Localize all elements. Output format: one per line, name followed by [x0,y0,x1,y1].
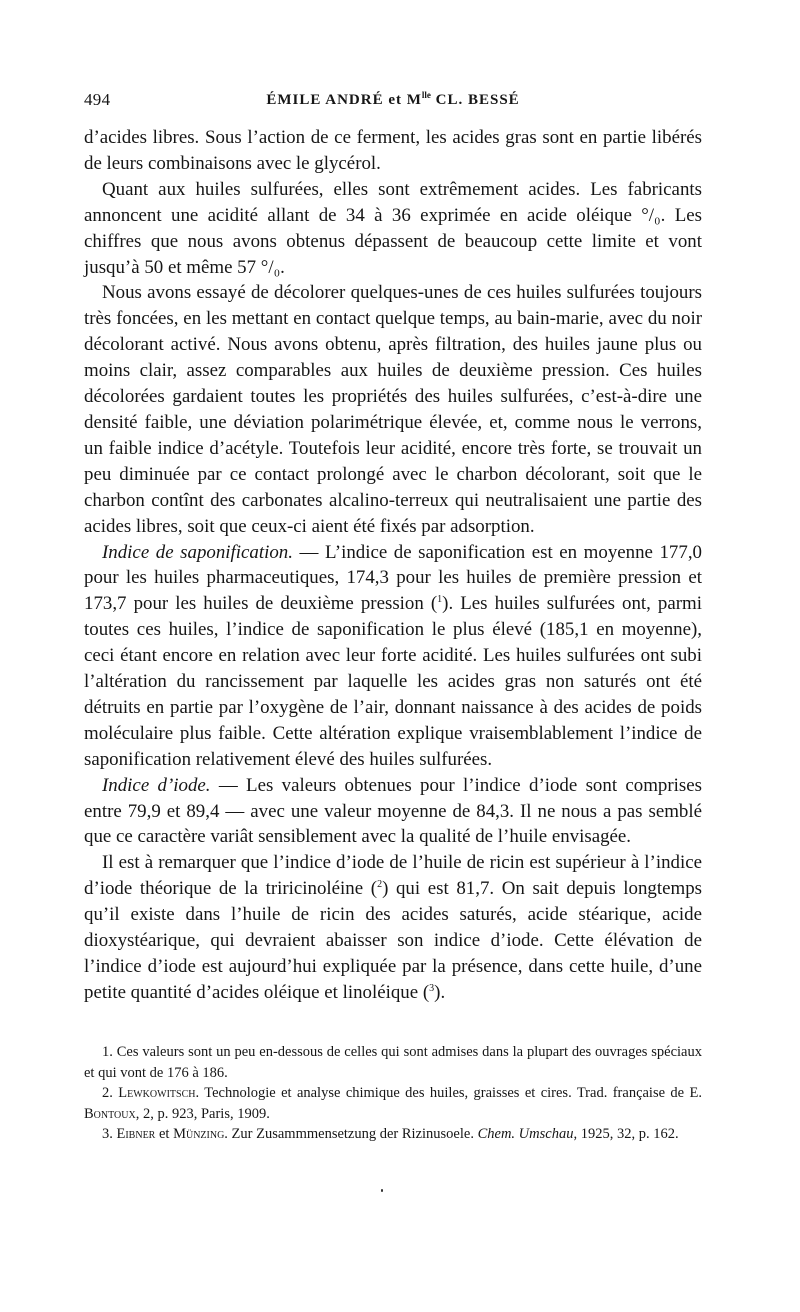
section-heading-saponification: Indice de saponification. [102,541,293,563]
paragraph-2: Quant aux huiles sulfurées, elles sont extrêmement acides. Les fabricants annoncent une acidité allant de 34 à 36 exprimée en acide oléique °/₀. Les chiffres que nous avons obtenus dépassent de beaucoup cette limite et vont jusqu’à 50 et même 57 °/₀. [84,178,702,278]
paragraph-6-text-a: Il est à remarquer que l’indice d’iode de l’huile de ricin est supérieur à l’indice d’iode théorique de la triricinoléine ( [84,852,702,900]
paragraph-6 [84,850,702,1005]
running-head-authors-a: ÉMILE ANDRÉ et M [266,92,422,108]
paragraph-6-text-b: ) qui est 81,7. On sait depuis longtemps qu’il existe dans l’huile de ricin des acides saturés, acide stéarique, acide dioxystéarique, qui devraient abaisser son indice d’iode. Cette élévation de l’indice d’iode est aujourd’hui expliquée par la présence, dans cette huile, d’une petite quantité d’acides oléique et linoléique ( [84,878,703,1003]
footnote-3-text: . Zur Zusammmensetzung der Rizinusoele. [224,1126,478,1142]
footnote-2 [84,1083,702,1124]
page-header [84,90,702,114]
footnote-2-number: 2. [102,1085,119,1101]
footnotes [84,1042,702,1145]
paragraph-saponification-text-a: — L’indice de saponification est en moyenne 177,0 pour les huiles pharmaceutiques, 174,3 pour les huiles de première pression et 173,7 pour les huiles de deuxième pression ( [84,541,702,615]
footnote-3-and: et [155,1126,174,1142]
section-heading-iode: Indice d’iode. [102,774,211,796]
print-speck [381,1189,383,1192]
footnote-2-text: . Technologie et analyse chimique des huiles, graisses et cires. Trad. française de E. [195,1085,702,1101]
footnote-ref-2: 2 [377,879,383,891]
footnote-2-author: Lewkowitsch [118,1085,196,1101]
paragraph-3: Nous avons essayé de décolorer quelques-unes de ces huiles sulfurées toujours très foncées, en les mettant en contact quelque temps, au bain-marie, avec du noir décolorant activé. Nous avons obtenu, après filtration, des huiles jaune plus ou moins clair, assez comparables aux huiles de deuxième pression. Ces huiles décolorées gardaient toutes les propriétés des huiles sulfurées, c’est-à-dire une densité faible, une déviation polarimétrique élevée, et, comme nous le verrons, un faible indice d’acétyle. Toutefois leur acidité, encore très forte, se trouvait un peu diminuée par ce contact prolongé avec le charbon décolorant, soit que le charbon contînt des carbonates alcalino-terreux qui neutralisaient une partie des acides libres, soit que ceux-ci aient été fixés par adsorption. [84,282,702,537]
footnote-3 [84,1124,702,1145]
running-head-authors-b: CL. BESSÉ [430,92,520,108]
footnote-2-text-end: , 2, p. 923, Paris, 1909. [135,1105,270,1122]
paragraph-saponification [84,540,702,773]
body-text [84,125,702,1006]
footnote-ref-1: 1 [437,594,443,606]
paragraph-saponification-text-b: ). Les huiles sulfurées ont, parmi toutes ces huiles, l’indice de saponification le plus élevé (185,1 en moyenne), ceci étant encore en relation avec leur forte acidité. Les huiles sulfurées ont subi l’altération du rancissement par laquelle les acides gras non saturés ont été détruits en partie par l’oxygène de l’air, donnant naissance à des acides de poids moléculaire plus faible. Cette altération explique vraisemblablement l’indice de saponification relativement élevé des huiles sulfurées. [84,593,702,770]
footnote-ref-3: 3 [429,982,435,994]
footnote-3-author2: Münzing [173,1126,225,1142]
running-head [84,90,702,109]
footnote-2-translator: Bontoux [84,1105,136,1122]
footnote-3-journal: Chem. Umschau [477,1126,574,1142]
footnote-3-author: Eibner [116,1126,156,1142]
running-head-sup: lle [421,90,431,100]
footnote-3-text-end: , 1925, 32, p. 162. [573,1126,679,1142]
paragraph-iode-text: — Les valeurs obtenues pour l’indice d’iode sont comprises entre 79,9 et 89,4 — avec une valeur moyenne de 84,3. Il ne nous a pas semblé que ce caractère variât sensiblement avec la qualité de l’huile envisagée. [84,774,702,848]
footnote-3-number: 3. [102,1126,117,1142]
footnote-1: 1. Ces valeurs sont un peu en-dessous de celles qui sont admises dans la plupart des ouvrages spéciaux et qui vont de 176 à 186. [84,1044,702,1081]
paragraph-iode [84,773,702,851]
paragraph-6-text-c: ). [434,981,446,1003]
paragraph-1: d’acides libres. Sous l’action de ce ferment, les acides gras sont en partie libérés de leurs combinaisons avec le glycérol. [84,127,702,174]
page-number: 494 [84,90,111,109]
